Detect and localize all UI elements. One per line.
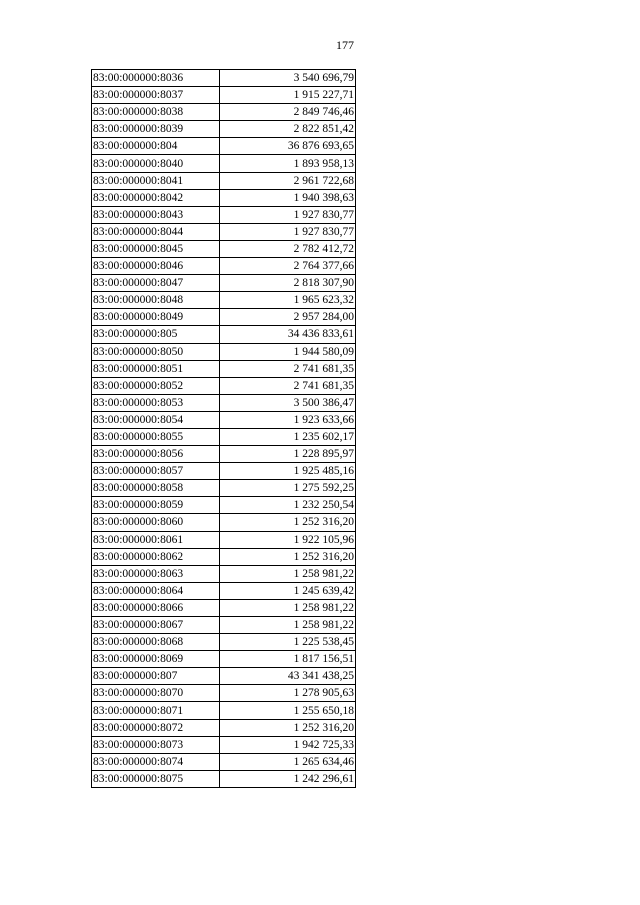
- cadastral-number-cell: 83:00:000000:8044: [92, 223, 220, 240]
- cadastral-number-cell: 83:00:000000:8075: [92, 770, 220, 787]
- cadastral-number-cell: 83:00:000000:8072: [92, 719, 220, 736]
- cadastral-number-cell: 83:00:000000:8038: [92, 104, 220, 121]
- table-row: [92, 411, 356, 428]
- table-row: [92, 258, 356, 275]
- table-row: [92, 582, 356, 599]
- value-cell: 1 927 830,77: [220, 206, 356, 223]
- cadastral-number-cell: 83:00:000000:8071: [92, 702, 220, 719]
- cadastral-number-cell: 83:00:000000:8060: [92, 514, 220, 531]
- cadastral-number-cell: 83:00:000000:8070: [92, 685, 220, 702]
- value-cell: 1 275 592,25: [220, 480, 356, 497]
- value-cell: 1 252 316,20: [220, 514, 356, 531]
- table-row: [92, 121, 356, 138]
- table-row: [92, 206, 356, 223]
- table-row: [92, 189, 356, 206]
- table-row: [92, 497, 356, 514]
- value-cell: 1 278 905,63: [220, 685, 356, 702]
- table-row: [92, 685, 356, 702]
- cadastral-number-cell: 83:00:000000:8074: [92, 753, 220, 770]
- table-body: [92, 70, 356, 788]
- table-row: [92, 343, 356, 360]
- cadastral-number-cell: 83:00:000000:805: [92, 326, 220, 343]
- table-row: [92, 104, 356, 121]
- table-row: [92, 463, 356, 480]
- cadastral-number-cell: 83:00:000000:807: [92, 668, 220, 685]
- cadastral-number-cell: 83:00:000000:8046: [92, 258, 220, 275]
- value-cell: 1 235 602,17: [220, 428, 356, 445]
- cadastral-number-cell: 83:00:000000:8059: [92, 497, 220, 514]
- cadastral-number-cell: 83:00:000000:804: [92, 138, 220, 155]
- table-row: [92, 531, 356, 548]
- value-cell: 2 822 851,42: [220, 121, 356, 138]
- table-row: [92, 634, 356, 651]
- value-cell: 1 925 485,16: [220, 463, 356, 480]
- cadastral-number-cell: 83:00:000000:8051: [92, 360, 220, 377]
- table-row: [92, 565, 356, 582]
- value-cell: 2 764 377,66: [220, 258, 356, 275]
- table-row: [92, 480, 356, 497]
- value-cell: 1 242 296,61: [220, 770, 356, 787]
- value-cell: 34 436 833,61: [220, 326, 356, 343]
- table-row: [92, 514, 356, 531]
- value-cell: 1 965 623,32: [220, 292, 356, 309]
- value-cell: 1 258 981,22: [220, 617, 356, 634]
- cadastral-number-cell: 83:00:000000:8054: [92, 411, 220, 428]
- value-cell: 2 957 284,00: [220, 309, 356, 326]
- table-row: [92, 599, 356, 616]
- cadastral-number-cell: 83:00:000000:8048: [92, 292, 220, 309]
- cadastral-number-cell: 83:00:000000:8063: [92, 565, 220, 582]
- table-row: [92, 446, 356, 463]
- cadastral-number-cell: 83:00:000000:8058: [92, 480, 220, 497]
- table-row: [92, 377, 356, 394]
- table-row: [92, 736, 356, 753]
- value-cell: 2 818 307,90: [220, 275, 356, 292]
- table-row: [92, 360, 356, 377]
- table-row: [92, 70, 356, 87]
- value-cell: 1 922 105,96: [220, 531, 356, 548]
- value-cell: 3 540 696,79: [220, 70, 356, 87]
- value-cell: 2 961 722,68: [220, 172, 356, 189]
- table-row: [92, 753, 356, 770]
- cadastral-number-cell: 83:00:000000:8069: [92, 651, 220, 668]
- value-cell: 1 923 633,66: [220, 411, 356, 428]
- table-row: [92, 240, 356, 257]
- table-row: [92, 326, 356, 343]
- table-row: [92, 87, 356, 104]
- value-cell: 1 940 398,63: [220, 189, 356, 206]
- table-row: [92, 428, 356, 445]
- value-cell: 1 893 958,13: [220, 155, 356, 172]
- cadastral-number-cell: 83:00:000000:8047: [92, 275, 220, 292]
- cadastral-number-cell: 83:00:000000:8066: [92, 599, 220, 616]
- value-cell: 1 258 981,22: [220, 599, 356, 616]
- cadastral-number-cell: 83:00:000000:8061: [92, 531, 220, 548]
- table-row: [92, 138, 356, 155]
- value-cell: 2 782 412,72: [220, 240, 356, 257]
- cadastral-number-cell: 83:00:000000:8050: [92, 343, 220, 360]
- table-row: [92, 155, 356, 172]
- cadastral-number-cell: 83:00:000000:8052: [92, 377, 220, 394]
- value-cell: 1 228 895,97: [220, 446, 356, 463]
- table-row: [92, 719, 356, 736]
- table-row: [92, 617, 356, 634]
- cadastral-number-cell: 83:00:000000:8039: [92, 121, 220, 138]
- table-row: [92, 309, 356, 326]
- value-cell: 1 252 316,20: [220, 719, 356, 736]
- cadastral-number-cell: 83:00:000000:8041: [92, 172, 220, 189]
- cadastral-number-cell: 83:00:000000:8055: [92, 428, 220, 445]
- value-cell: 3 500 386,47: [220, 394, 356, 411]
- value-cell: 1 915 227,71: [220, 87, 356, 104]
- value-cell: 1 252 316,20: [220, 548, 356, 565]
- table-row: [92, 223, 356, 240]
- table-row: [92, 172, 356, 189]
- cadastral-number-cell: 83:00:000000:8064: [92, 582, 220, 599]
- cadastral-number-cell: 83:00:000000:8040: [92, 155, 220, 172]
- cadastral-number-cell: 83:00:000000:8049: [92, 309, 220, 326]
- cadastral-number-cell: 83:00:000000:8045: [92, 240, 220, 257]
- value-cell: 43 341 438,25: [220, 668, 356, 685]
- value-cell: 1 255 650,18: [220, 702, 356, 719]
- value-cell: 36 876 693,65: [220, 138, 356, 155]
- table-row: [92, 702, 356, 719]
- table-row: [92, 292, 356, 309]
- cadastral-number-cell: 83:00:000000:8037: [92, 87, 220, 104]
- cadastral-value-table: [91, 69, 356, 788]
- value-cell: 1 942 725,33: [220, 736, 356, 753]
- value-cell: 1 232 250,54: [220, 497, 356, 514]
- table-row: [92, 548, 356, 565]
- value-cell: 1 225 538,45: [220, 634, 356, 651]
- value-cell: 1 817 156,51: [220, 651, 356, 668]
- table-row: [92, 275, 356, 292]
- cadastral-number-cell: 83:00:000000:8042: [92, 189, 220, 206]
- cadastral-number-cell: 83:00:000000:8068: [92, 634, 220, 651]
- value-cell: 2 741 681,35: [220, 360, 356, 377]
- value-cell: 1 927 830,77: [220, 223, 356, 240]
- cadastral-number-cell: 83:00:000000:8053: [92, 394, 220, 411]
- value-cell: 1 258 981,22: [220, 565, 356, 582]
- table-row: [92, 394, 356, 411]
- table-row: [92, 668, 356, 685]
- cadastral-number-cell: 83:00:000000:8056: [92, 446, 220, 463]
- cadastral-number-cell: 83:00:000000:8043: [92, 206, 220, 223]
- value-cell: 1 245 639,42: [220, 582, 356, 599]
- cadastral-number-cell: 83:00:000000:8036: [92, 70, 220, 87]
- table-row: [92, 770, 356, 787]
- value-cell: 2 741 681,35: [220, 377, 356, 394]
- value-cell: 1 944 580,09: [220, 343, 356, 360]
- cadastral-number-cell: 83:00:000000:8062: [92, 548, 220, 565]
- value-cell: 2 849 746,46: [220, 104, 356, 121]
- cadastral-number-cell: 83:00:000000:8067: [92, 617, 220, 634]
- table-row: [92, 651, 356, 668]
- page-number: 177: [336, 38, 354, 52]
- cadastral-number-cell: 83:00:000000:8057: [92, 463, 220, 480]
- cadastral-number-cell: 83:00:000000:8073: [92, 736, 220, 753]
- value-cell: 1 265 634,46: [220, 753, 356, 770]
